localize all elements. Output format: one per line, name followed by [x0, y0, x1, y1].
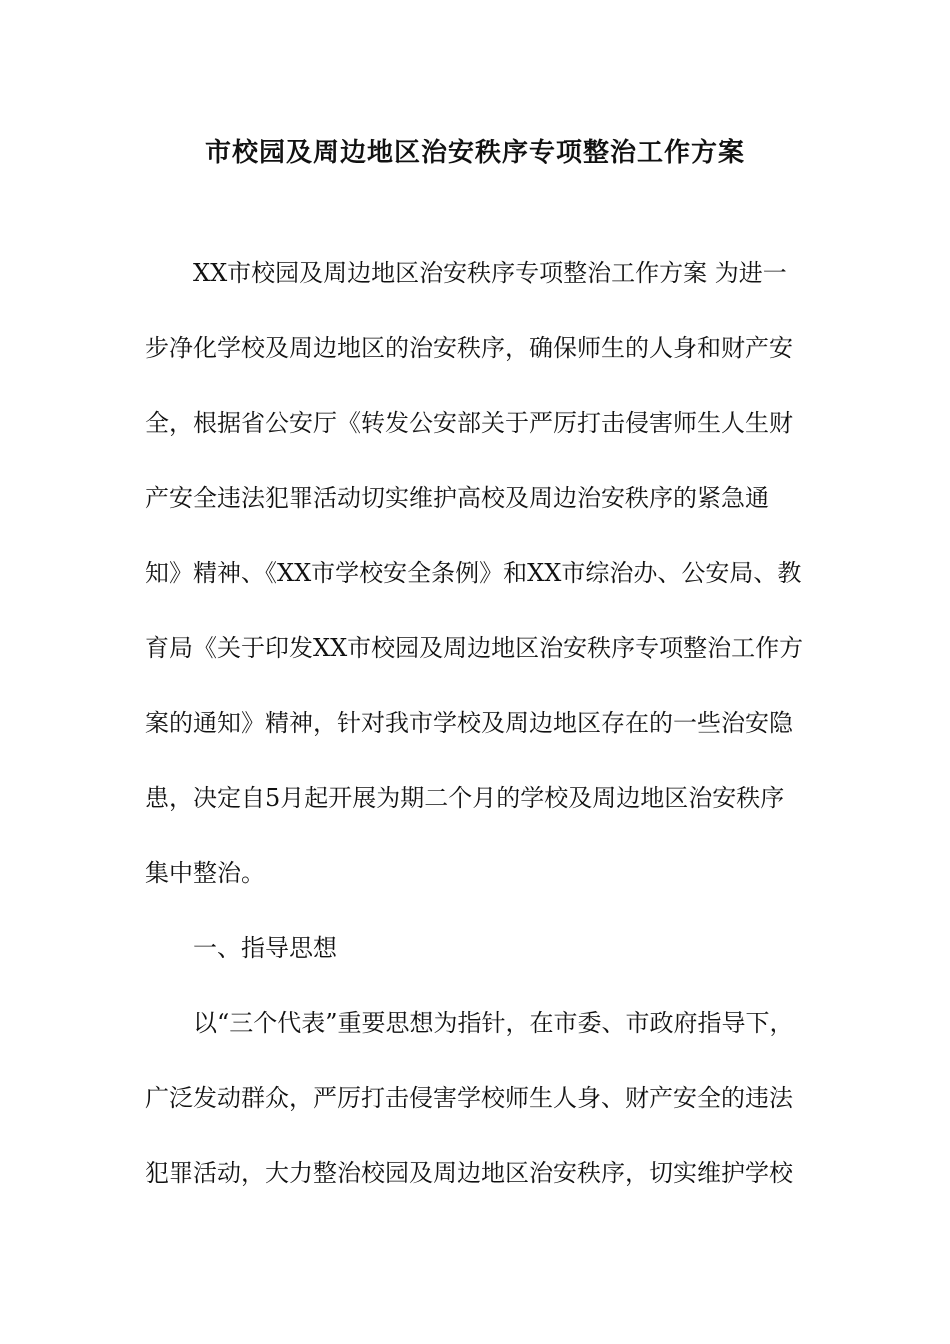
body-line: 育局《关于印发XX市校园及周边地区治安秩序专项整治工作方: [145, 634, 804, 662]
document-title: 市校园及周边地区治安秩序专项整治工作方案: [204, 138, 745, 168]
body-line: 广泛发动群众，严厉打击侵害学校师生人身、财产安全的违法: [145, 1084, 793, 1112]
body-line: 知》精神、《XX市学校安全条例》和XX市综治办、公安局、教: [145, 559, 802, 587]
body-line: 以“三个代表”重要思想为指针，在市委、市政府指导下，: [145, 1009, 794, 1037]
section-heading: 一、指导思想: [145, 934, 337, 962]
body-line: 步净化学校及周边地区的治安秩序，确保师生的人身和财产安: [145, 334, 793, 362]
body-line: 产安全违法犯罪活动切实维护高校及周边治安秩序的紧急通: [145, 484, 769, 512]
body-line: 全，根据省公安厅《转发公安部关于严厉打击侵害师生人生财: [145, 409, 793, 437]
body-line: 案的通知》精神，针对我市学校及周边地区存在的一些治安隐: [145, 709, 793, 737]
body-line: 集中整治。: [145, 859, 265, 887]
body-line: 患，决定自5月起开展为期二个月的学校及周边地区治安秩序: [145, 784, 785, 812]
body-line: XX市校园及周边地区治安秩序专项整治工作方案 为进一: [145, 259, 787, 287]
body-line: 犯罪活动，大力整治校园及周边地区治安秩序，切实维护学校: [145, 1159, 793, 1187]
